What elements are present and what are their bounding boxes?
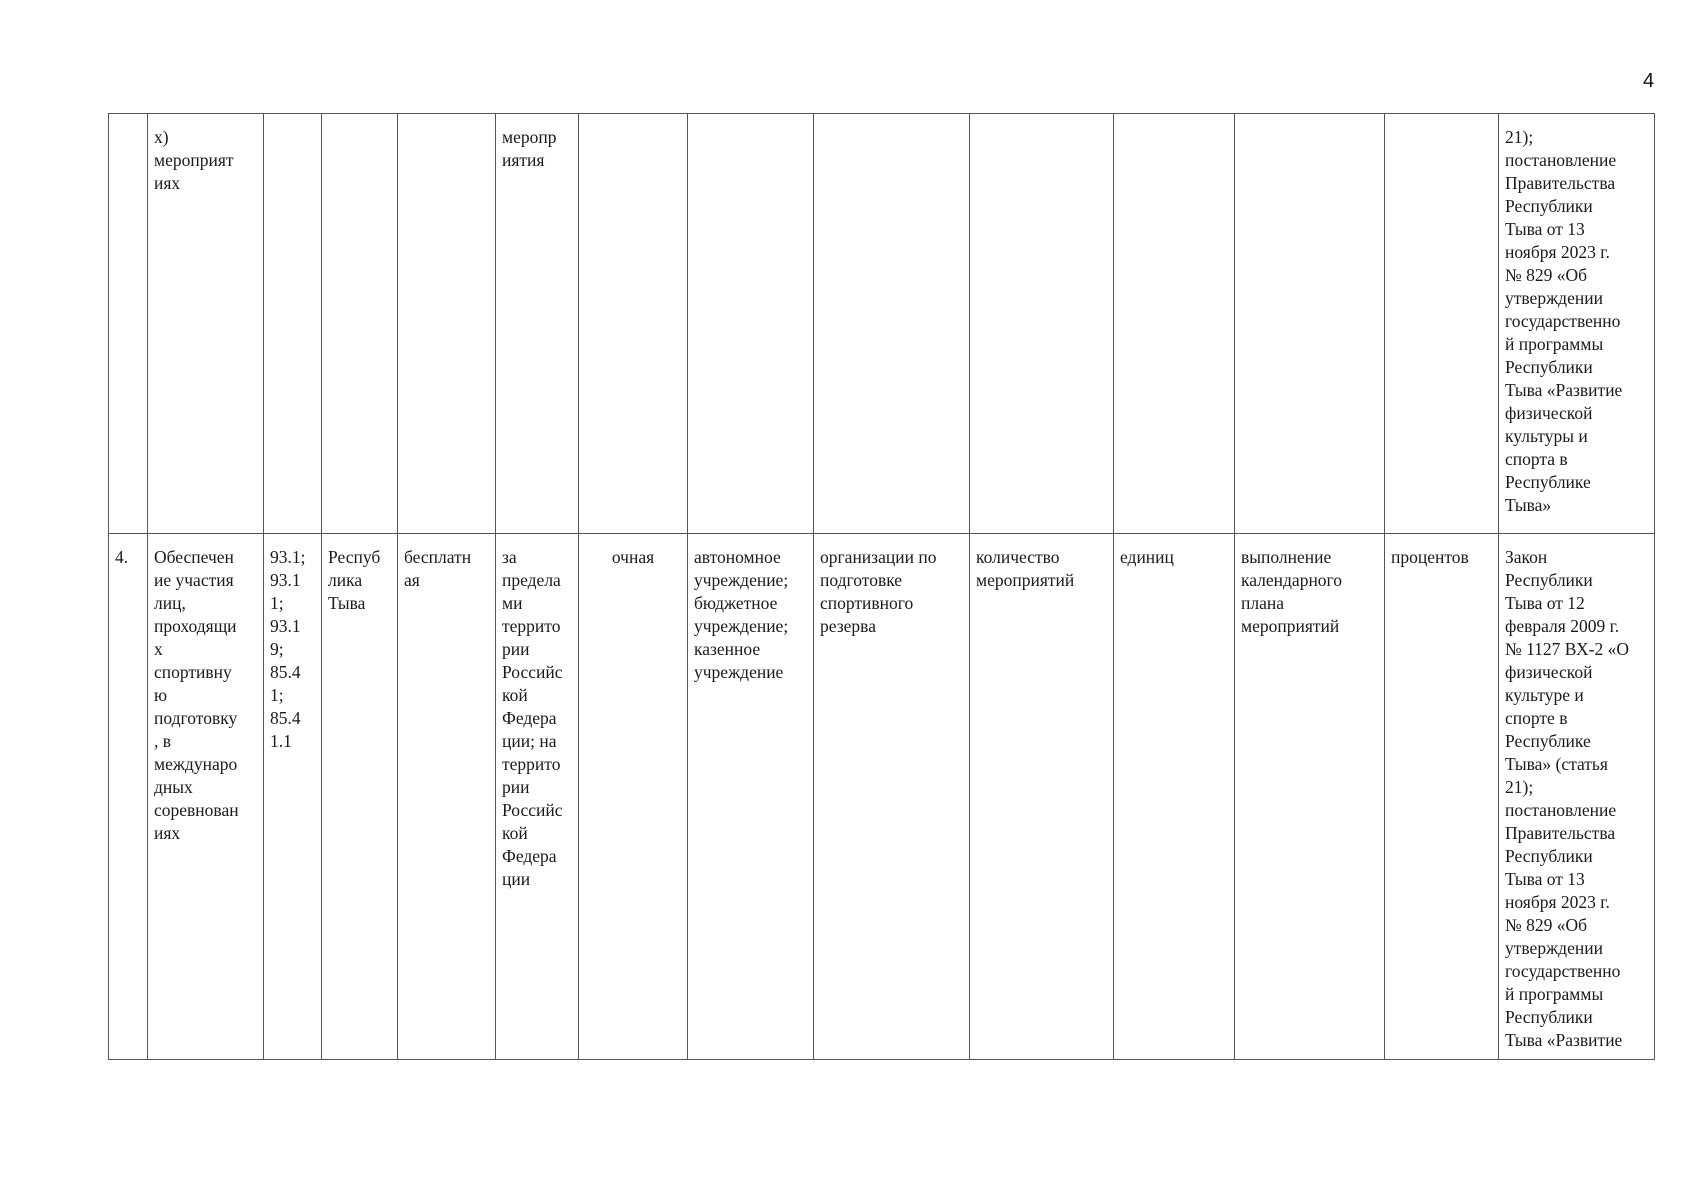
- volume-unit-cell: [1114, 114, 1235, 534]
- recipients-cell: организации по подготовке спортивного резерва: [814, 534, 970, 1060]
- services-table: [108, 113, 1655, 1060]
- row-number-cell: [109, 114, 148, 534]
- service-name-cell: Обеспечен ие участия лиц, проходящи х спортивну ю подготовку , в междунаро дных соревнован иях: [148, 534, 264, 1060]
- institution-type-cell: [688, 114, 814, 534]
- territory-cell: Респуб лика Тыва: [322, 534, 398, 1060]
- volume-unit-cell: единиц: [1114, 534, 1235, 1060]
- recipients-cell: [814, 114, 970, 534]
- service-name-cell: х) мероприят иях: [148, 114, 264, 534]
- institution-type-cell: автономное учреждение; бюджетное учреждение; казенное учреждение: [688, 534, 814, 1060]
- form-cell: [579, 114, 688, 534]
- volume-indicator-cell: количество мероприятий: [970, 534, 1114, 1060]
- quality-unit-cell: [1385, 114, 1499, 534]
- territory-cell: [322, 114, 398, 534]
- volume-indicator-cell: [970, 114, 1114, 534]
- quality-indicator-cell: выполнение календарного плана мероприятий: [1235, 534, 1385, 1060]
- okved-code-cell: 93.1; 93.1 1; 93.1 9; 85.4 1; 85.4 1.1: [264, 534, 322, 1060]
- page-number: 4: [1643, 70, 1655, 92]
- location-cell: меропр иятия: [496, 114, 579, 534]
- legal-basis-cell: Закон Республики Тыва от 12 февраля 2009 г. № 1127 ВХ-2 «О физической культуре и спорте в Республике Тыва» (статья 21); постановление Правительства Республики Тыва от 13 ноября 2023 г. № 829 «Об утверждении государственно й программы Республики Тыва «Развитие: [1499, 534, 1655, 1060]
- payment-type-cell: [398, 114, 496, 534]
- form-cell: очная: [579, 534, 688, 1060]
- row-number-cell: 4.: [109, 534, 148, 1060]
- okved-code-cell: [264, 114, 322, 534]
- quality-unit-cell: процентов: [1385, 534, 1499, 1060]
- location-cell: за предела ми террито рии Российс кой Федера ции; на террито рии Российс кой Федера ции: [496, 534, 579, 1060]
- payment-type-cell: бесплатн ая: [398, 534, 496, 1060]
- table-row: [109, 534, 1655, 1060]
- table-row: [109, 114, 1655, 534]
- legal-basis-cell: 21); постановление Правительства Республики Тыва от 13 ноября 2023 г. № 829 «Об утверждении государственно й программы Республики Тыва «Развитие физической культуры и спорта в Республике Тыва»: [1499, 114, 1655, 534]
- quality-indicator-cell: [1235, 114, 1385, 534]
